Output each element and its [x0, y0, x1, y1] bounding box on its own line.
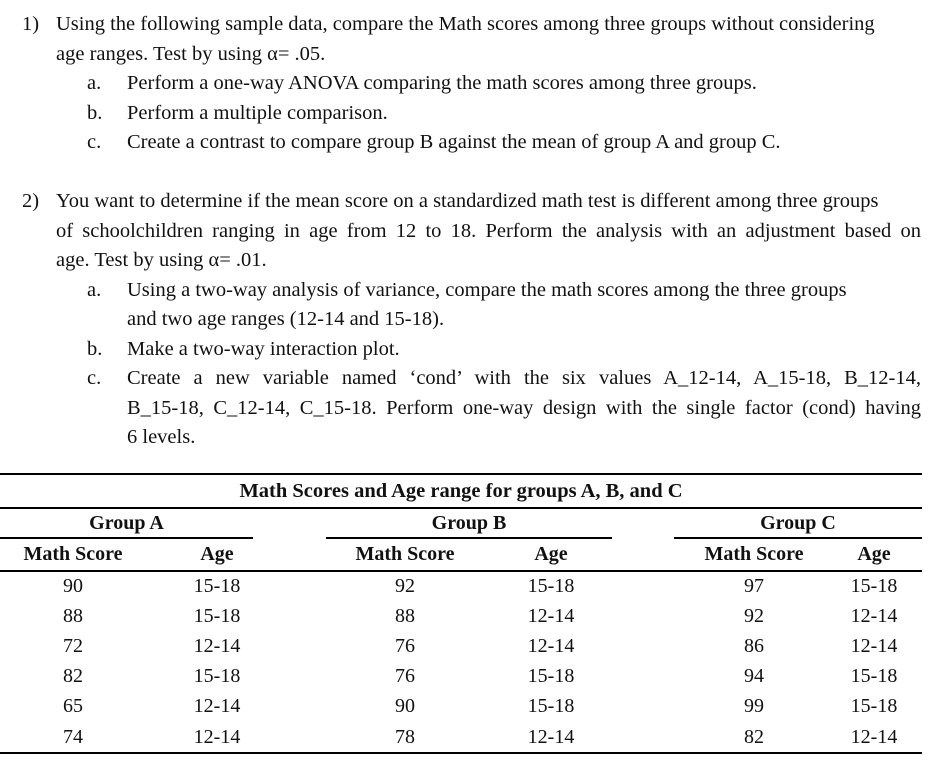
math-score-cell: 92 — [744, 605, 764, 627]
math-score-cell: 99 — [744, 695, 764, 717]
question-1 — [22, 10, 921, 158]
age-cell: 15-18 — [850, 575, 898, 597]
sub-text: B_15-18, C_12-14, C_15-18. Perform one-way design with the single factor (cond) having — [127, 396, 921, 419]
math-score-cell: 82 — [63, 665, 83, 687]
age-cell: 12-14 — [193, 695, 241, 717]
age-cell: 15-18 — [850, 695, 898, 717]
sub-question — [22, 335, 921, 365]
sub-question-continued — [22, 394, 921, 424]
group-a-rule — [0, 537, 253, 539]
sub-text: Perform a one-way ANOVA comparing the math scores among three groups. — [127, 72, 757, 94]
sub-text: Using a two-way analysis of variance, compare the math scores among the three groups — [127, 278, 847, 301]
math-score-cell: 94 — [744, 665, 764, 687]
math-score-cell: 92 — [395, 575, 415, 597]
group-c-header: Group C — [760, 512, 836, 534]
sub-question — [22, 128, 921, 158]
age-cell: 12-14 — [193, 635, 241, 657]
sub-question — [22, 276, 921, 306]
sub-text: Perform a multiple comparison. — [127, 101, 388, 124]
sub-question — [22, 364, 921, 394]
sub-text: Create a contrast to compare group B against the mean of group A and group C. — [127, 131, 781, 153]
group-b-header: Group B — [431, 512, 507, 534]
sub-letter: a. — [87, 278, 102, 301]
math-score-cell: 86 — [744, 635, 764, 657]
sub-letter: b. — [87, 337, 103, 360]
math-score-cell: 74 — [63, 726, 83, 748]
age-cell: 15-18 — [527, 665, 575, 687]
sub-question-continued — [22, 423, 921, 453]
column-header-age: Age — [200, 543, 234, 565]
sub-text: and two age ranges (12-14 and 15-18). — [127, 308, 445, 330]
age-cell: 12-14 — [850, 726, 898, 748]
math-score-cell: 65 — [63, 695, 83, 717]
column-header-age: Age — [534, 543, 568, 565]
math-score-cell: 78 — [395, 726, 415, 748]
sub-letter: a. — [87, 72, 102, 94]
column-header-math-score: Math Score — [704, 543, 804, 565]
header-rule — [0, 570, 922, 572]
question-text: age. Test by using α= .01. — [56, 249, 267, 271]
math-score-cell: 88 — [395, 605, 415, 627]
age-cell: 15-18 — [850, 665, 898, 687]
age-cell: 12-14 — [527, 605, 575, 627]
table-bottom-rule — [0, 752, 922, 754]
group-a-header: Group A — [89, 512, 164, 534]
sub-letter: b. — [87, 101, 103, 124]
column-header-math-score: Math Score — [23, 543, 123, 565]
age-cell: 15-18 — [193, 575, 241, 597]
age-cell: 15-18 — [527, 575, 575, 597]
column-header-math-score: Math Score — [355, 543, 455, 565]
age-cell: 15-18 — [193, 665, 241, 687]
sub-text: Create a new variable named ‘cond’ with the six values A_12-14, A_15-18, B_12-14, — [127, 367, 921, 389]
table-title: Math Scores and Age range for groups A, B, and C — [239, 480, 683, 502]
math-score-cell: 97 — [744, 575, 764, 597]
group-c-rule — [674, 537, 922, 539]
table-top-rule — [0, 473, 922, 475]
math-score-cell: 72 — [63, 635, 83, 657]
title-rule — [0, 507, 922, 509]
question-number: 2) — [22, 190, 40, 212]
math-score-cell: 82 — [744, 726, 764, 748]
sub-letter: c. — [87, 367, 102, 389]
age-cell: 12-14 — [850, 635, 898, 657]
question-text: age ranges. Test by using α= .05. — [56, 42, 326, 65]
sub-text: 6 levels. — [127, 426, 196, 448]
question-text: Using the following sample data, compare the Math scores among three groups without considering — [56, 13, 875, 35]
sub-question — [22, 99, 921, 129]
math-score-cell: 90 — [63, 575, 83, 597]
age-cell: 12-14 — [527, 726, 575, 748]
age-cell: 12-14 — [527, 635, 575, 657]
math-score-cell: 76 — [395, 635, 415, 657]
age-cell: 15-18 — [527, 695, 575, 717]
sub-question-continued — [22, 305, 921, 335]
math-score-cell: 88 — [63, 605, 83, 627]
age-cell: 12-14 — [193, 726, 241, 748]
question-2 — [22, 187, 921, 453]
question-text: of schoolchildren ranging in age from 12 to 18. Perform the analysis with an adjustment based on — [56, 219, 921, 242]
column-header-age: Age — [857, 543, 891, 565]
sub-letter: c. — [87, 131, 102, 153]
sub-question — [22, 69, 921, 99]
sub-text: Make a two-way interaction plot. — [127, 337, 400, 360]
math-score-cell: 76 — [395, 665, 415, 687]
group-b-rule — [326, 537, 612, 539]
question-number: 1) — [22, 13, 40, 35]
question-text: You want to determine if the mean score on a standardized math test is different among three groups — [56, 190, 879, 212]
age-cell: 15-18 — [193, 605, 241, 627]
math-score-cell: 90 — [395, 695, 415, 717]
age-cell: 12-14 — [850, 605, 898, 627]
